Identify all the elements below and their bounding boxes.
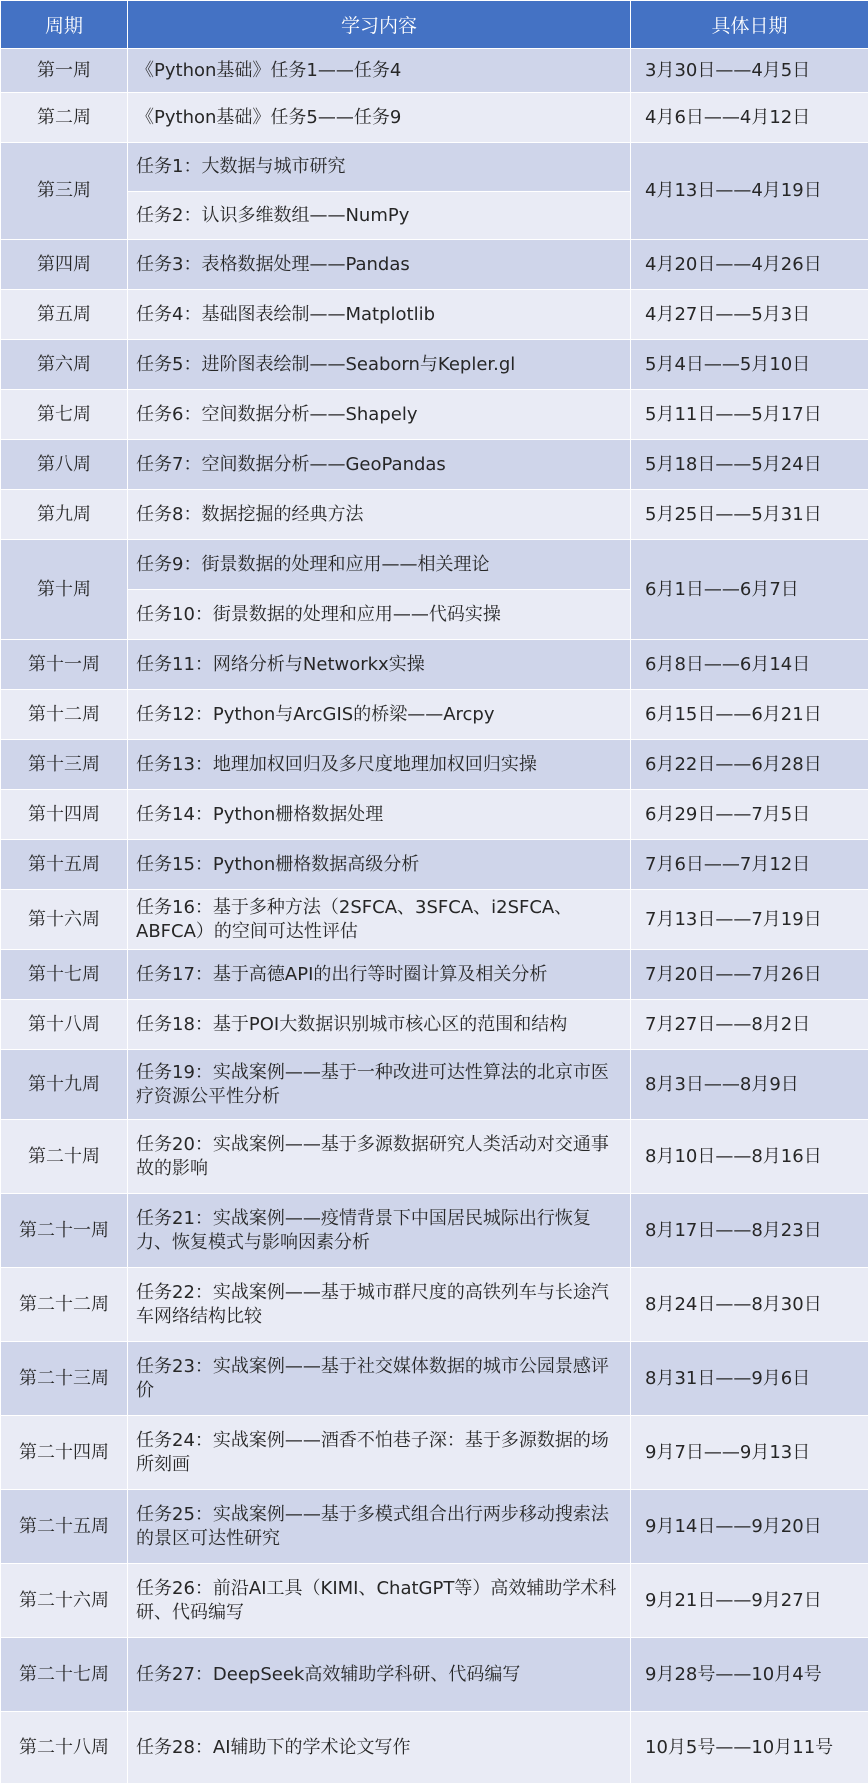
content-cell: 任务22：实战案例——基于城市群尺度的高铁列车与长途汽车网络结构比较 xyxy=(128,1268,631,1342)
table-row xyxy=(1,890,868,950)
date-cell: 8月10日——8月16日 xyxy=(631,1120,868,1194)
content-cell: 任务13：地理加权回归及多尺度地理加权回归实操 xyxy=(128,740,631,790)
week-cell: 第十一周 xyxy=(1,640,128,690)
content-cell: 任务9：街景数据的处理和应用——相关理论 xyxy=(128,540,631,590)
table-row xyxy=(1,1194,868,1268)
table-row xyxy=(1,1416,868,1490)
table-row xyxy=(1,93,868,143)
date-cell: 8月3日——8月9日 xyxy=(631,1050,868,1120)
week-cell: 第十周 xyxy=(1,540,128,640)
date-cell: 6月8日——6月14日 xyxy=(631,640,868,690)
date-cell: 5月4日——5月10日 xyxy=(631,340,868,390)
content-cell: 任务28：AI辅助下的学术论文写作 xyxy=(128,1712,631,1784)
table-row xyxy=(1,1268,868,1342)
content-cell: 任务15：Python栅格数据高级分析 xyxy=(128,840,631,890)
week-cell: 第十二周 xyxy=(1,690,128,740)
content-cell: 任务19：实战案例——基于一种改进可达性算法的北京市医疗资源公平性分析 xyxy=(128,1050,631,1120)
week-cell: 第二十一周 xyxy=(1,1194,128,1268)
header-content: 学习内容 xyxy=(128,1,631,49)
date-cell: 3月30日——4月5日 xyxy=(631,49,868,93)
table-row xyxy=(1,440,868,490)
week-cell: 第二十三周 xyxy=(1,1342,128,1416)
week-cell: 第二十二周 xyxy=(1,1268,128,1342)
week-cell: 第十七周 xyxy=(1,950,128,1000)
week-cell: 第八周 xyxy=(1,440,128,490)
content-cell: 任务10：街景数据的处理和应用——代码实操 xyxy=(128,590,631,640)
content-cell: 任务14：Python栅格数据处理 xyxy=(128,790,631,840)
week-cell: 第七周 xyxy=(1,390,128,440)
content-cell: 任务12：Python与ArcGIS的桥梁——Arcpy xyxy=(128,690,631,740)
content-cell: 任务18：基于POI大数据识别城市核心区的范围和结构 xyxy=(128,1000,631,1050)
date-cell: 10月5号——10月11号 xyxy=(631,1712,868,1784)
week-cell: 第十三周 xyxy=(1,740,128,790)
date-cell: 6月29日——7月5日 xyxy=(631,790,868,840)
content-cell: 《Python基础》任务1——任务4 xyxy=(128,49,631,93)
date-cell: 5月18日——5月24日 xyxy=(631,440,868,490)
table-row xyxy=(1,640,868,690)
week-cell: 第六周 xyxy=(1,340,128,390)
table-row xyxy=(1,490,868,540)
content-cell: 任务2：认识多维数组——NumPy xyxy=(128,192,631,240)
date-cell: 4月27日——5月3日 xyxy=(631,290,868,340)
content-cell: 任务11：网络分析与Networkx实操 xyxy=(128,640,631,690)
table-row xyxy=(1,390,868,440)
week-cell: 第二十五周 xyxy=(1,1490,128,1564)
table-row xyxy=(1,1638,868,1712)
week-cell: 第九周 xyxy=(1,490,128,540)
table-row xyxy=(1,290,868,340)
content-cell: 任务27：DeepSeek高效辅助学科研、代码编写 xyxy=(128,1638,631,1712)
week-cell: 第二十周 xyxy=(1,1120,128,1194)
date-cell: 7月13日——7月19日 xyxy=(631,890,868,950)
content-cell: 任务24：实战案例——酒香不怕巷子深：基于多源数据的场所刻画 xyxy=(128,1416,631,1490)
date-cell: 5月25日——5月31日 xyxy=(631,490,868,540)
date-cell: 7月6日——7月12日 xyxy=(631,840,868,890)
table-row xyxy=(1,1342,868,1416)
table-row xyxy=(1,49,868,93)
week-cell: 第二十四周 xyxy=(1,1416,128,1490)
content-cell: 任务4：基础图表绘制——Matplotlib xyxy=(128,290,631,340)
content-cell: 任务3：表格数据处理——Pandas xyxy=(128,240,631,290)
date-cell: 9月21日——9月27日 xyxy=(631,1564,868,1638)
table-header-row xyxy=(1,1,868,49)
week-cell: 第二周 xyxy=(1,93,128,143)
week-cell: 第十五周 xyxy=(1,840,128,890)
week-cell: 第三周 xyxy=(1,143,128,240)
content-cell: 任务26：前沿AI工具（KIMI、ChatGPT等）高效辅助学术科研、代码编写 xyxy=(128,1564,631,1638)
header-week: 周期 xyxy=(1,1,128,49)
date-cell: 4月20日——4月26日 xyxy=(631,240,868,290)
content-cell: 任务20：实战案例——基于多源数据研究人类活动对交通事故的影响 xyxy=(128,1120,631,1194)
table-row xyxy=(1,740,868,790)
content-cell: 任务1：大数据与城市研究 xyxy=(128,143,631,192)
date-cell: 6月15日——6月21日 xyxy=(631,690,868,740)
date-cell: 6月1日——6月7日 xyxy=(631,540,868,640)
table-row xyxy=(1,1000,868,1050)
table-row xyxy=(1,1120,868,1194)
table-row xyxy=(1,690,868,740)
content-cell: 任务25：实战案例——基于多模式组合出行两步移动搜索法的景区可达性研究 xyxy=(128,1490,631,1564)
table-row xyxy=(1,540,868,590)
table-row xyxy=(1,1490,868,1564)
date-cell: 8月17日——8月23日 xyxy=(631,1194,868,1268)
content-cell: 任务7：空间数据分析——GeoPandas xyxy=(128,440,631,490)
week-cell: 第一周 xyxy=(1,49,128,93)
date-cell: 8月31日——9月6日 xyxy=(631,1342,868,1416)
content-cell: 《Python基础》任务5——任务9 xyxy=(128,93,631,143)
content-cell: 任务23：实战案例——基于社交媒体数据的城市公园景感评价 xyxy=(128,1342,631,1416)
week-cell: 第十六周 xyxy=(1,890,128,950)
table-row xyxy=(1,143,868,192)
date-cell: 9月7日——9月13日 xyxy=(631,1416,868,1490)
header-date: 具体日期 xyxy=(631,1,868,49)
week-cell: 第二十八周 xyxy=(1,1712,128,1784)
table-row xyxy=(1,950,868,1000)
table-row xyxy=(1,340,868,390)
date-cell: 5月11日——5月17日 xyxy=(631,390,868,440)
table-row xyxy=(1,1564,868,1638)
date-cell: 7月20日——7月26日 xyxy=(631,950,868,1000)
table-row xyxy=(1,790,868,840)
content-cell: 任务16：基于多种方法（2SFCA、3SFCA、i2SFCA、ABFCA）的空间可达性评估 xyxy=(128,890,631,950)
week-cell: 第十九周 xyxy=(1,1050,128,1120)
table-row xyxy=(1,240,868,290)
table-row xyxy=(1,1712,868,1784)
table-row xyxy=(1,840,868,890)
content-cell: 任务21：实战案例——疫情背景下中国居民城际出行恢复力、恢复模式与影响因素分析 xyxy=(128,1194,631,1268)
date-cell: 8月24日——8月30日 xyxy=(631,1268,868,1342)
content-cell: 任务6：空间数据分析——Shapely xyxy=(128,390,631,440)
table-row xyxy=(1,1050,868,1120)
week-cell: 第二十七周 xyxy=(1,1638,128,1712)
week-cell: 第十四周 xyxy=(1,790,128,840)
date-cell: 9月14日——9月20日 xyxy=(631,1490,868,1564)
week-cell: 第四周 xyxy=(1,240,128,290)
date-cell: 7月27日——8月2日 xyxy=(631,1000,868,1050)
week-cell: 第二十六周 xyxy=(1,1564,128,1638)
week-cell: 第五周 xyxy=(1,290,128,340)
date-cell: 9月28号——10月4号 xyxy=(631,1638,868,1712)
content-cell: 任务5：进阶图表绘制——Seaborn与Kepler.gl xyxy=(128,340,631,390)
content-cell: 任务8：数据挖掘的经典方法 xyxy=(128,490,631,540)
date-cell: 6月22日——6月28日 xyxy=(631,740,868,790)
date-cell: 4月13日——4月19日 xyxy=(631,143,868,240)
week-cell: 第十八周 xyxy=(1,1000,128,1050)
date-cell: 4月6日——4月12日 xyxy=(631,93,868,143)
content-cell: 任务17：基于高德API的出行等时圈计算及相关分析 xyxy=(128,950,631,1000)
